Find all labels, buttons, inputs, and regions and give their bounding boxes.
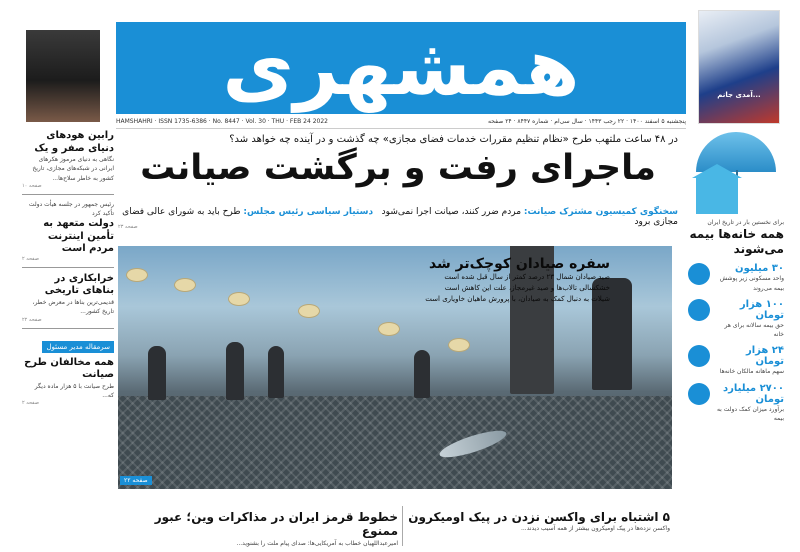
net-float	[298, 304, 320, 318]
stat-item	[688, 263, 784, 293]
photo-bullet: خشکسالی تالاب‌ها و صید غیرمجاز، علت این کاهش است	[444, 284, 610, 293]
left-item[interactable]	[22, 130, 114, 189]
bottom-headline: ۵ اشتباه برای واکسن نزدن در پیک اومیکرون	[408, 510, 670, 524]
subline-text: طرح باید به شورای عالی فضای مجازی برود	[122, 207, 678, 227]
stat-value: ۲۷۰۰ میلیارد تومان	[723, 382, 784, 405]
fishing-net	[118, 396, 672, 489]
right-intro: برای نخستین بار در تاریخ ایران	[707, 219, 784, 226]
divider	[22, 328, 114, 329]
stat-item	[688, 299, 784, 340]
stat-item	[688, 345, 784, 376]
left-item[interactable]	[22, 273, 114, 323]
bottom-text: امیرعبداللهیان خطاب به آمریکایی‌ها: صدای پیام ملت را بشنوید...	[236, 539, 398, 547]
bottom-story-left[interactable]	[118, 510, 398, 548]
stat-item	[688, 383, 784, 424]
left-item-text: قدیمی‌ترین بناها در معرض خطر، تاریخ کشور...	[32, 298, 114, 316]
stat-value: ۳۰ میلیون	[735, 263, 784, 275]
bottom-story-right[interactable]	[408, 510, 670, 534]
stat-value: ۲۴ هزار تومان	[745, 345, 784, 368]
bottom-headline: خطوط قرمز ایران در مذاکرات وین؛ عبور ممنوع	[154, 510, 398, 539]
left-item-head: دولت متعهد به تأمین اینترنت مردم است	[43, 218, 114, 255]
stat-value: ۱۰۰ هزار تومان	[739, 298, 784, 321]
stat-icon	[688, 299, 710, 321]
net-float	[378, 322, 400, 336]
photo-caption-box	[366, 252, 616, 310]
sports-supplement-thumbnail[interactable]	[698, 10, 780, 124]
thumbnail-caption: آمدی جانم...	[717, 90, 761, 99]
editorial-text: طرح صیانت با ۵ هزار ماده دیگر که...	[34, 382, 114, 399]
right-headline[interactable]: همه خانه‌ها بیمه می‌شوند	[689, 227, 784, 257]
masthead	[116, 22, 686, 114]
divider	[22, 267, 114, 268]
net-float	[126, 268, 148, 282]
subline-text: مردم ضرر کنند، صیانت اجرا نمی‌شود	[381, 207, 524, 217]
stat-icon	[688, 263, 710, 285]
stat-text: حق بیمه سالانه برای هر خانه	[724, 321, 784, 339]
left-column	[22, 130, 114, 550]
newspaper-logo: همشهری	[222, 23, 580, 113]
fisherman	[148, 346, 166, 400]
issue-info-persian: پنجشنبه ۵ اسفند ۱۴۰۰ · ۲۲ رجب ۱۴۴۳ · سال سی‌ام · شماره ۸۴۴۷ · ۲۴ صفحه	[488, 117, 686, 125]
left-item-text: رئیس جمهور در جلسه هیأت دولت تأکید کرد	[28, 200, 114, 218]
right-column	[688, 130, 784, 550]
left-item[interactable]	[22, 200, 114, 262]
issue-info-bar	[116, 114, 686, 129]
photo-page-ref: صفحه ۲۲	[120, 476, 152, 485]
headline-kicker: در ۴۸ ساعت ملتهب طرح «نظام تنظیم مقررات خدمات فضای مجازی» چه گذشت و در آینده چه خواهد شد؟	[229, 134, 678, 145]
photo-bullet: صید صیادان شمال ۲۳ درصد کمتر از سال قبل شده است	[444, 273, 610, 281]
stat-text: برآورد میزان کمک دولت به بیمه	[716, 405, 784, 423]
left-item-ref: صفحه ۲	[22, 255, 39, 262]
divider	[402, 506, 403, 546]
hacker-photo	[26, 30, 100, 122]
net-float	[228, 292, 250, 306]
editorial-ref: صفحه ۲	[22, 400, 39, 407]
fisherman	[268, 346, 284, 398]
headline-ref: صفحه ۲۳	[118, 224, 138, 230]
net-float	[174, 278, 196, 292]
fisherman	[414, 350, 430, 398]
main-headline[interactable]: ماجرای رفت و برگشت صیانت	[140, 148, 656, 188]
left-item-head: خرابکاری در بناهای تاریخی	[44, 272, 114, 297]
stat-text: سهم ماهانه مالکان خانه‌ها	[719, 368, 784, 376]
stat-icon	[688, 345, 710, 367]
fishermen-photo[interactable]	[118, 246, 672, 489]
left-item-ref: صفحه ۲۲	[22, 316, 42, 323]
photo-bullet: شیلات به دنبال کمک به صیادان، با پرورش ماهیان خاویاری است	[425, 295, 610, 304]
fisherman	[226, 342, 244, 400]
stat-text: واحد مسکونی زیر پوشش بیمه می‌روند	[719, 275, 784, 292]
subline-label: سخنگوی کمیسیون مشترک صیانت:	[523, 207, 678, 217]
editorial-badge: سرمقاله مدیر مسئول	[42, 341, 114, 353]
bottom-text: واکسن نزده‌ها در پیک اومیکرون بیشتر از همه آسیب دیدند...	[520, 525, 670, 533]
headline-subline	[118, 207, 678, 227]
stat-icon	[688, 383, 710, 405]
photo-title: سفره صیادان کوچک‌تر شد	[428, 256, 610, 272]
left-item-text: نگاهی به دنیای مرموز هکرهای ایرانی در شبکه‌های مجازی، تاریخ کشور به خاطر سلاح‌ها...	[32, 156, 114, 182]
editorial[interactable]	[22, 357, 114, 407]
divider	[22, 194, 114, 195]
net-float	[448, 338, 470, 352]
left-item-head: رابین هودهای دنیای صفر و یک	[34, 130, 114, 154]
editorial-head: همه مخالفان طرح صیانت	[24, 356, 114, 381]
subline-label: دستیار سیاسی رئیس مجلس:	[243, 207, 374, 217]
issue-info-latin: HAMSHAHRI · ISSN 1735-6386 · No. 8447 · Vol. 30 · THU · FEB 24 2022	[116, 117, 328, 125]
left-item-ref: صفحه ۱۰	[22, 182, 42, 189]
umbrella-house-illustration	[688, 130, 784, 218]
house-icon	[696, 176, 738, 214]
